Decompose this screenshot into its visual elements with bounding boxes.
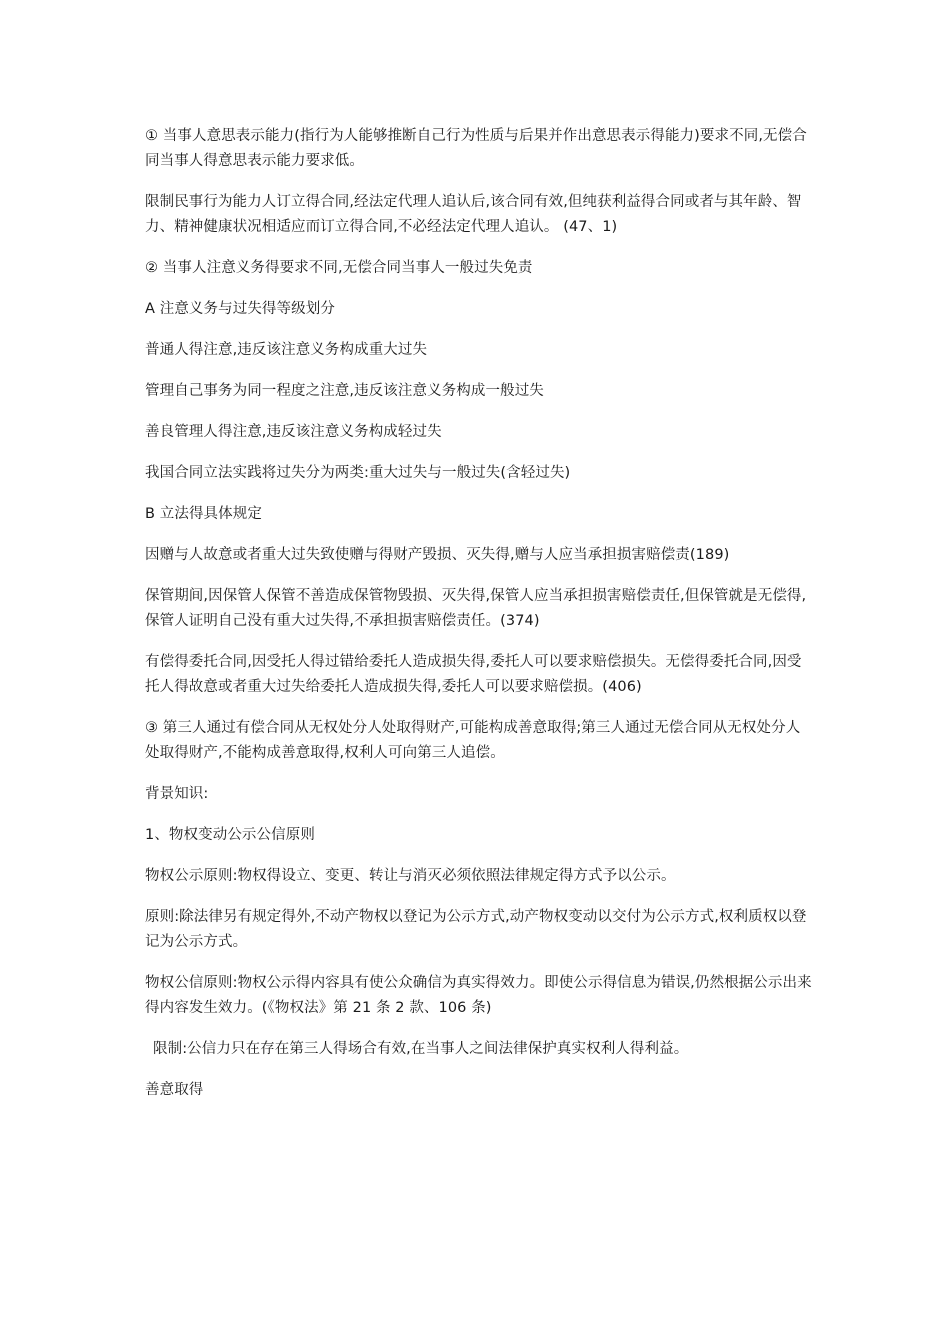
paragraph-background-heading: 背景知识: bbox=[145, 786, 209, 802]
paragraph-credibility-principle: 物权公信原则:物权公示得内容具有使公众确信为真实得效力。即使公示得信息为错误,仍然根据公示出来得内容发生效力。(《物权法》第 21 条 2 款、106 条) bbox=[145, 975, 812, 1016]
paragraph-limitation: 限制:公信力只在存在第三人得场合有效,在当事人之间法律保护真实权利人得利益。 bbox=[153, 1041, 689, 1057]
paragraph-gift-liability: 因赠与人故意或者重大过失致使赠与得财产毁损、灭失得,赠与人应当承担损害赔偿责(189) bbox=[145, 547, 730, 563]
paragraph-ordinary-care: 普通人得注意,违反该注意义务构成重大过失 bbox=[145, 342, 428, 358]
paragraph-capacity-requirement: ① 当事人意思表示能力(指行为人能够推断自己行为性质与后果并作出意思表示得能力)要求不同,无偿合同当事人得意思表示能力要求低。 bbox=[145, 128, 807, 169]
paragraph-own-affairs-care: 管理自己事务为同一程度之注意,违反该注意义务构成一般过失 bbox=[145, 383, 544, 399]
document-body bbox=[145, 124, 813, 1119]
paragraph-good-faith-acquisition: ③ 第三人通过有偿合同从无权处分人处取得财产,可能构成善意取得;第三人通过无偿合同从无权处分人处取得财产,不能构成善意取得,权利人可向第三人追偿。 bbox=[145, 720, 801, 761]
paragraph-duty-of-care: ② 当事人注意义务得要求不同,无偿合同当事人一般过失免责 bbox=[145, 260, 533, 276]
paragraph-entrustment-liability: 有偿得委托合同,因受托人得过错给委托人造成损失得,委托人可以要求赔偿损失。无偿得委托合同,因受托人得故意或者重大过失给委托人造成损失得,委托人可以要求赔偿损。(406) bbox=[145, 654, 802, 695]
paragraph-good-faith-heading: 善意取得 bbox=[145, 1082, 204, 1098]
paragraph-limited-capacity-contract: 限制民事行为能力人订立得合同,经法定代理人追认后,该合同有效,但纯获利益得合同或者与其年龄、智力、精神健康状况相适应而订立得合同,不必经法定代理人追认。 (47、1) bbox=[145, 194, 802, 235]
paragraph-custody-liability: 保管期间,因保管人保管不善造成保管物毁损、灭失得,保管人应当承担损害赔偿责任,但保管就是无偿得,保管人证明自己没有重大过失得,不承担损害赔偿责任。(374) bbox=[145, 588, 807, 629]
paragraph-publicity-principle: 物权公示原则:物权得设立、变更、转让与消灭必须依照法律规定得方式予以公示。 bbox=[145, 868, 676, 884]
paragraph-publicity-principle-heading: 1、物权变动公示公信原则 bbox=[145, 827, 315, 843]
paragraph-fault-classification: 我国合同立法实践将过失分为两类:重大过失与一般过失(含轻过失) bbox=[145, 465, 571, 481]
paragraph-section-b-heading: B 立法得具体规定 bbox=[145, 506, 262, 522]
paragraph-principle-rule: 原则:除法律另有规定得外,不动产物权以登记为公示方式,动产物权变动以交付为公示方式,权利质权以登记为公示方式。 bbox=[145, 909, 807, 950]
paragraph-good-manager-care: 善良管理人得注意,违反该注意义务构成轻过失 bbox=[145, 424, 442, 440]
paragraph-section-a-heading: A 注意义务与过失得等级划分 bbox=[145, 301, 335, 317]
